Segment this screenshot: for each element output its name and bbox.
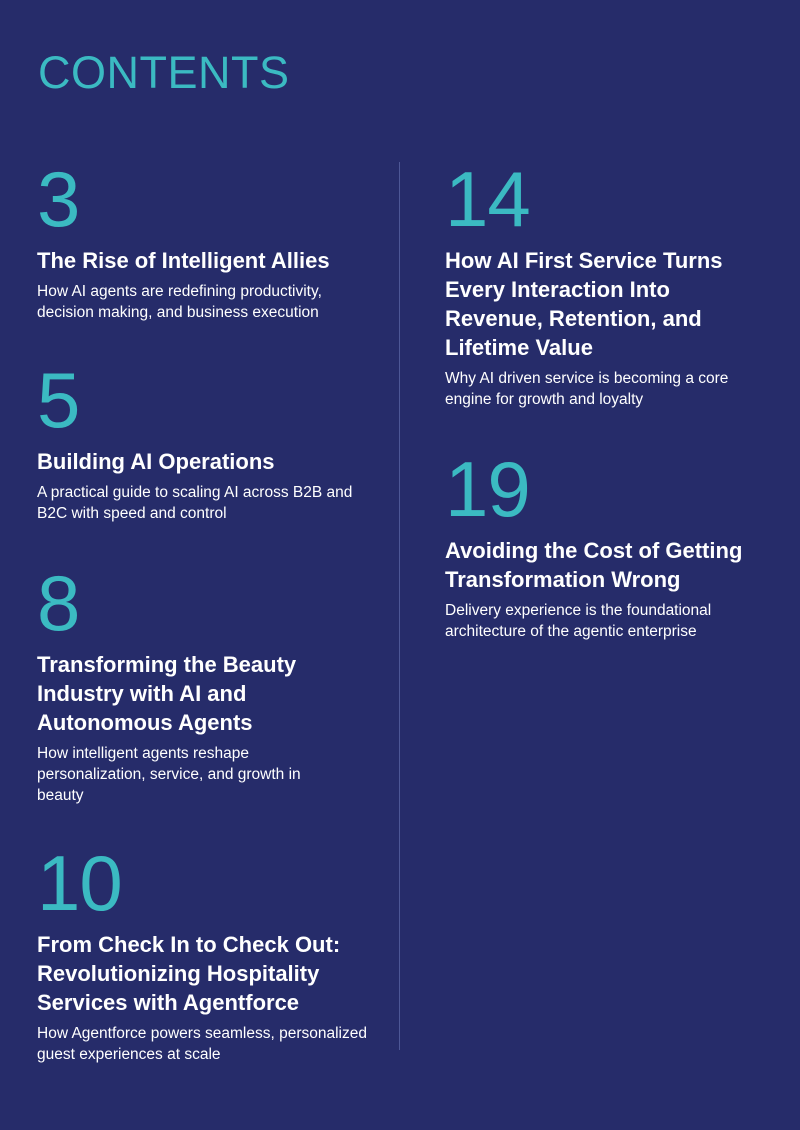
toc-description: Why AI driven service is becoming a core engine for growth and loyalty <box>445 370 729 408</box>
toc-heading: Avoiding the Cost of Getting Transformation Wrong <box>445 538 743 592</box>
toc-entry[interactable] <box>37 839 382 1065</box>
toc-description: How Agentforce powers seamless, personalized guest experiences at scale <box>37 1025 367 1063</box>
toc-page-number: 10 <box>37 839 122 927</box>
page-title: CONTENTS <box>38 47 290 98</box>
toc-heading: Transforming the Beauty Industry with AI and Autonomous Agents <box>37 652 297 735</box>
toc-entry[interactable] <box>37 356 382 524</box>
toc-heading: The Rise of Intelligent Allies <box>37 248 330 273</box>
toc-entry[interactable] <box>37 155 382 323</box>
toc-page-number: 3 <box>37 155 80 243</box>
toc-page-number: 5 <box>37 356 80 444</box>
toc-entry[interactable] <box>445 445 775 642</box>
toc-entry[interactable] <box>445 155 745 410</box>
toc-description: How intelligent agents reshape personalization, service, and growth in beauty <box>37 745 301 804</box>
toc-description: A practical guide to scaling AI across B2B and B2C with speed and control <box>37 484 353 522</box>
toc-description: Delivery experience is the foundational architecture of the agentic enterprise <box>445 602 712 640</box>
toc-description: How AI agents are redefining productivity, decision making, and business execution <box>37 283 322 321</box>
toc-page-number: 8 <box>37 559 80 647</box>
toc-heading: How AI First Service Turns Every Interaction Into Revenue, Retention, and Lifetime Value <box>445 248 723 360</box>
toc-heading: From Check In to Check Out: Revolutionizing Hospitality Services with Agentforce <box>37 932 341 1015</box>
column-divider <box>399 162 400 1050</box>
toc-page-number: 19 <box>445 445 530 533</box>
toc-entry[interactable] <box>37 559 327 806</box>
toc-page-number: 14 <box>445 155 530 243</box>
toc-heading: Building AI Operations <box>37 449 275 474</box>
